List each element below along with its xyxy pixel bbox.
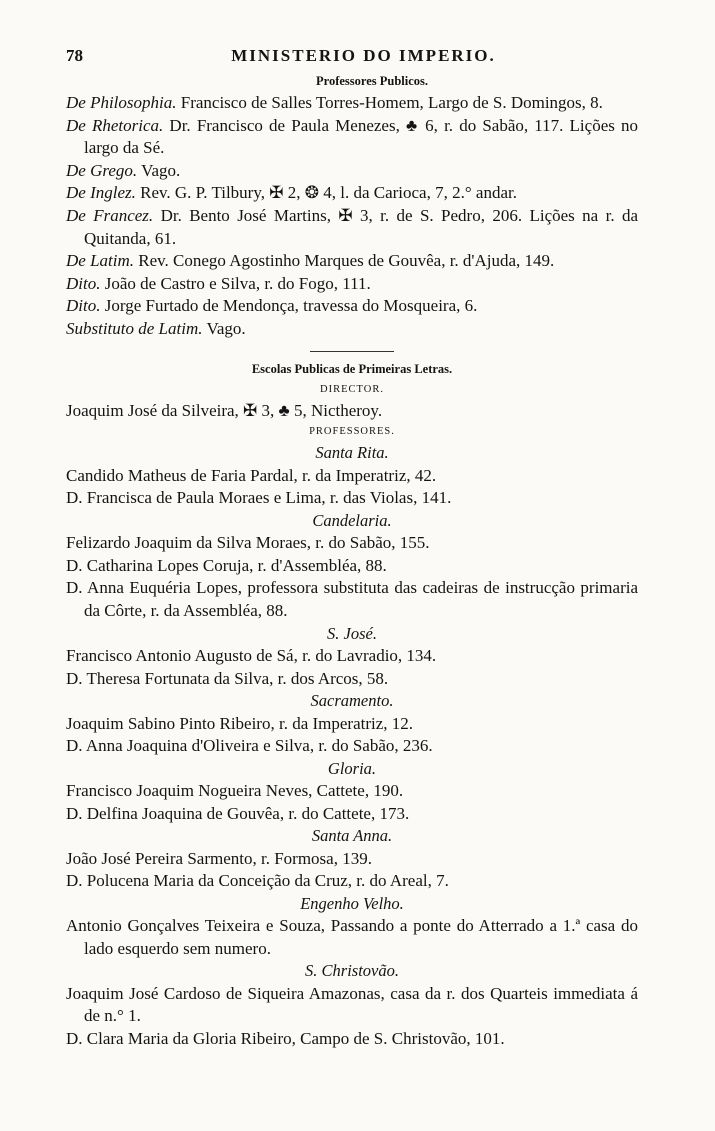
list-item: D. Francisca de Paula Moraes e Lima, r. das Violas, 141. [66, 488, 452, 508]
professores-list [66, 92, 638, 341]
professores-label: PROFESSORES. [309, 426, 395, 438]
page-content [66, 70, 638, 1051]
list-item: Substituto de Latim. Vago. [66, 318, 246, 338]
list-item: Joaquim José Cardoso de Siqueira Amazonas, casa da r. dos Quarteis immediata á de n.° 1. [66, 983, 638, 1026]
list-item: De Philosophia. Francisco de Salles Torres-Homem, Largo de S. Domingos, 8. [66, 93, 603, 112]
list-item: D. Theresa Fortunata da Silva, r. dos Arcos, 58. [66, 668, 389, 688]
district-heading: S. Christovão. [305, 961, 399, 981]
list-item: Dito. João de Castro e Silva, r. do Fogo, 111. [66, 273, 371, 293]
list-item: D. Anna Euquéria Lopes, professora substituta das cadeiras de instrucção primaria da Côrte, r. da Assembléa, 88. [66, 578, 638, 620]
list-item: João José Pereira Sarmento, r. Formosa, 139. [66, 848, 372, 868]
list-item: D. Delfina Joaquina de Gouvêa, r. do Cattete, 173. [66, 803, 410, 823]
list-item: Felizardo Joaquim da Silva Moraes, r. do Sabão, 155. [66, 533, 430, 553]
director-entry: Joaquim José da Silveira, ✠ 3, ♣ 5, Nictheroy. [66, 400, 383, 420]
section-heading-professores: Professores Publicos. [315, 74, 429, 88]
list-item: D. Anna Joaquina d'Oliveira e Silva, r. do Sabão, 236. [66, 736, 433, 756]
list-item: Francisco Antonio Augusto de Sá, r. do Lavradio, 134. [66, 645, 437, 665]
district-heading: Santa Rita. [315, 443, 389, 463]
list-item: Antonio Gonçalves Teixeira e Souza, Passando a ponte do Atterrado a 1.ª casa do lado esquerdo sem numero. [66, 916, 638, 958]
district-heading: Santa Anna. [311, 826, 393, 846]
list-item: De Inglez. Rev. G. P. Tilbury, ✠ 2, ❂ 4, l. da Carioca, 7, 2.° andar. [66, 183, 517, 203]
director-label: DIRECTOR. [320, 383, 384, 395]
district-heading: Candelaria. [312, 510, 392, 530]
list-item: Candido Matheus de Faria Pardal, r. da Imperatriz, 42. [66, 465, 437, 485]
list-item: D. Catharina Lopes Coruja, r. d'Assembléa, 88. [66, 555, 387, 575]
list-item: Francisco Joaquim Nogueira Neves, Cattete, 190. [66, 781, 404, 801]
district-heading: Engenho Velho. [300, 893, 404, 913]
section-divider [310, 351, 394, 352]
district-heading: S. José. [327, 623, 377, 643]
list-item: D. Clara Maria da Gloria Ribeiro, Campo de S. Christovão, 101. [66, 1029, 505, 1049]
district-heading: Gloria. [327, 758, 377, 778]
list-item: Joaquim Sabino Pinto Ribeiro, r. da Imperatriz, 12. [66, 713, 414, 733]
page-number: 78 [66, 46, 83, 65]
district-heading: Sacramento. [310, 691, 394, 711]
list-item: De Grego. Vago. [66, 160, 181, 180]
list-item: De Francez. Dr. Bento José Martins, ✠ 3, r. de S. Pedro, 206. Lições na r. da Quitanda, 61. [66, 205, 639, 248]
list-item: De Rhetorica. Dr. Francisco de Paula Menezes, ♣ 6, r. do Sabão, 117. Lições no largo da Sé. [66, 115, 639, 158]
section-heading-escolas: Escolas Publicas de Primeiras Letras. [251, 361, 453, 376]
running-title: MINISTERIO DO IMPERIO. [231, 46, 496, 65]
list-item: D. Polucena Maria da Conceição da Cruz, r. do Areal, 7. [66, 871, 449, 891]
list-item: De Latim. Rev. Conego Agostinho Marques de Gouvêa, r. d'Ajuda, 149. [66, 251, 555, 271]
list-item: Dito. Jorge Furtado de Mendonça, travessa do Mosqueira, 6. [66, 296, 478, 316]
